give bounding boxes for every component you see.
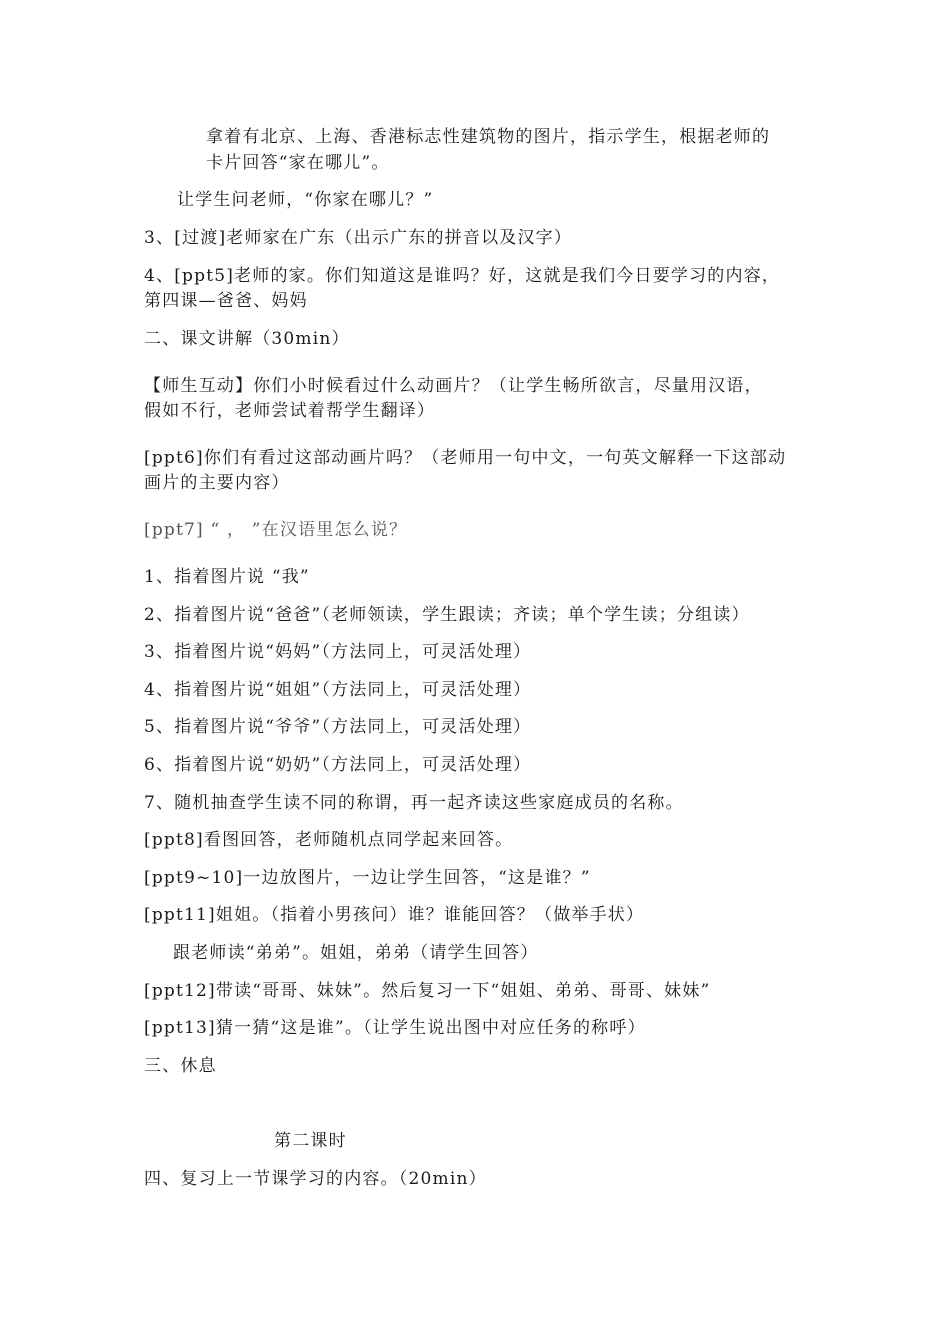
text-line-ppt12: [ppt12]带读“哥哥、妹妹”。然后复习一下“姐姐、弟弟、哥哥、妹妹” [144,981,711,1001]
text-line-9: 假如不行，老师尝试着帮学生翻译） [144,401,436,421]
list-item-4: 4、指着图片说“姐姐”（方法同上，可灵活处理） [144,680,532,700]
list-item-7: 7、随机抽查学生读不同的称谓，再一起齐读这些家庭成员的名称。 [144,793,684,813]
text-line-ppt13: [ppt13]猜一猜“这是谁”。（让学生说出图中对应任务的称呼） [144,1018,646,1038]
list-item-2: 2、指着图片说“爸爸”（老师领读，学生跟读；齐读；单个学生读；分组读） [144,605,750,625]
list-item-1: 1、指着图片说 “我” [144,567,310,587]
list-item-6: 6、指着图片说“奶奶”（方法同上，可灵活处理） [144,755,532,775]
list-item-3: 3、指着图片说“妈妈”（方法同上，可灵活处理） [144,642,532,662]
text-line-12: [ppt7] “ ， ”在汉语里怎么说？ [144,520,408,540]
list-item-5: 5、指着图片说“爷爷”（方法同上，可灵活处理） [144,717,532,737]
section-heading-2: 二、课文讲解（30min） [144,329,350,349]
text-line-ppt9: [ppt9~10]一边放图片，一边让学生回答，“这是谁？” [144,868,591,888]
text-line-ppt8: [ppt8]看图回答，老师随机点同学起来回答。 [144,830,514,850]
section-heading-3: 三、休息 [144,1056,217,1076]
text-line-3: 让学生问老师，“你家在哪儿？” [177,190,434,210]
text-line-ppt11: [ppt11]姐姐。（指着小男孩问）谁？谁能回答？（做举手状） [144,905,645,925]
text-line-10: [ppt6]你们有看过这部动画片吗？（老师用一句中文，一句英文解释一下这部动 [144,448,787,468]
text-line-1: 拿着有北京、上海、香港标志性建筑物的图片，指示学生，根据老师的 [206,127,771,147]
lesson-heading: 第二课时 [274,1131,347,1151]
text-line-5: 4、[ppt5]老师的家。你们知道这是谁吗？好，这就是我们今日要学习的内容， [144,266,781,286]
text-line-4: 3、[过渡]老师家在广东（出示广东的拼音以及汉字） [144,228,573,248]
text-line-follow: 跟老师读“弟弟”。姐姐，弟弟（请学生回答） [173,943,539,963]
text-line-6: 第四课—爸爸、妈妈 [144,291,308,311]
text-line-2: 卡片回答“家在哪儿”。 [206,153,390,173]
text-line-8: 【师生互动】你们小时候看过什么动画片？（让学生畅所欲言，尽量用汉语， [144,376,763,396]
text-line-11: 画片的主要内容） [144,473,290,493]
section-heading-4: 四、复习上一节课学习的内容。（20min） [144,1169,487,1189]
